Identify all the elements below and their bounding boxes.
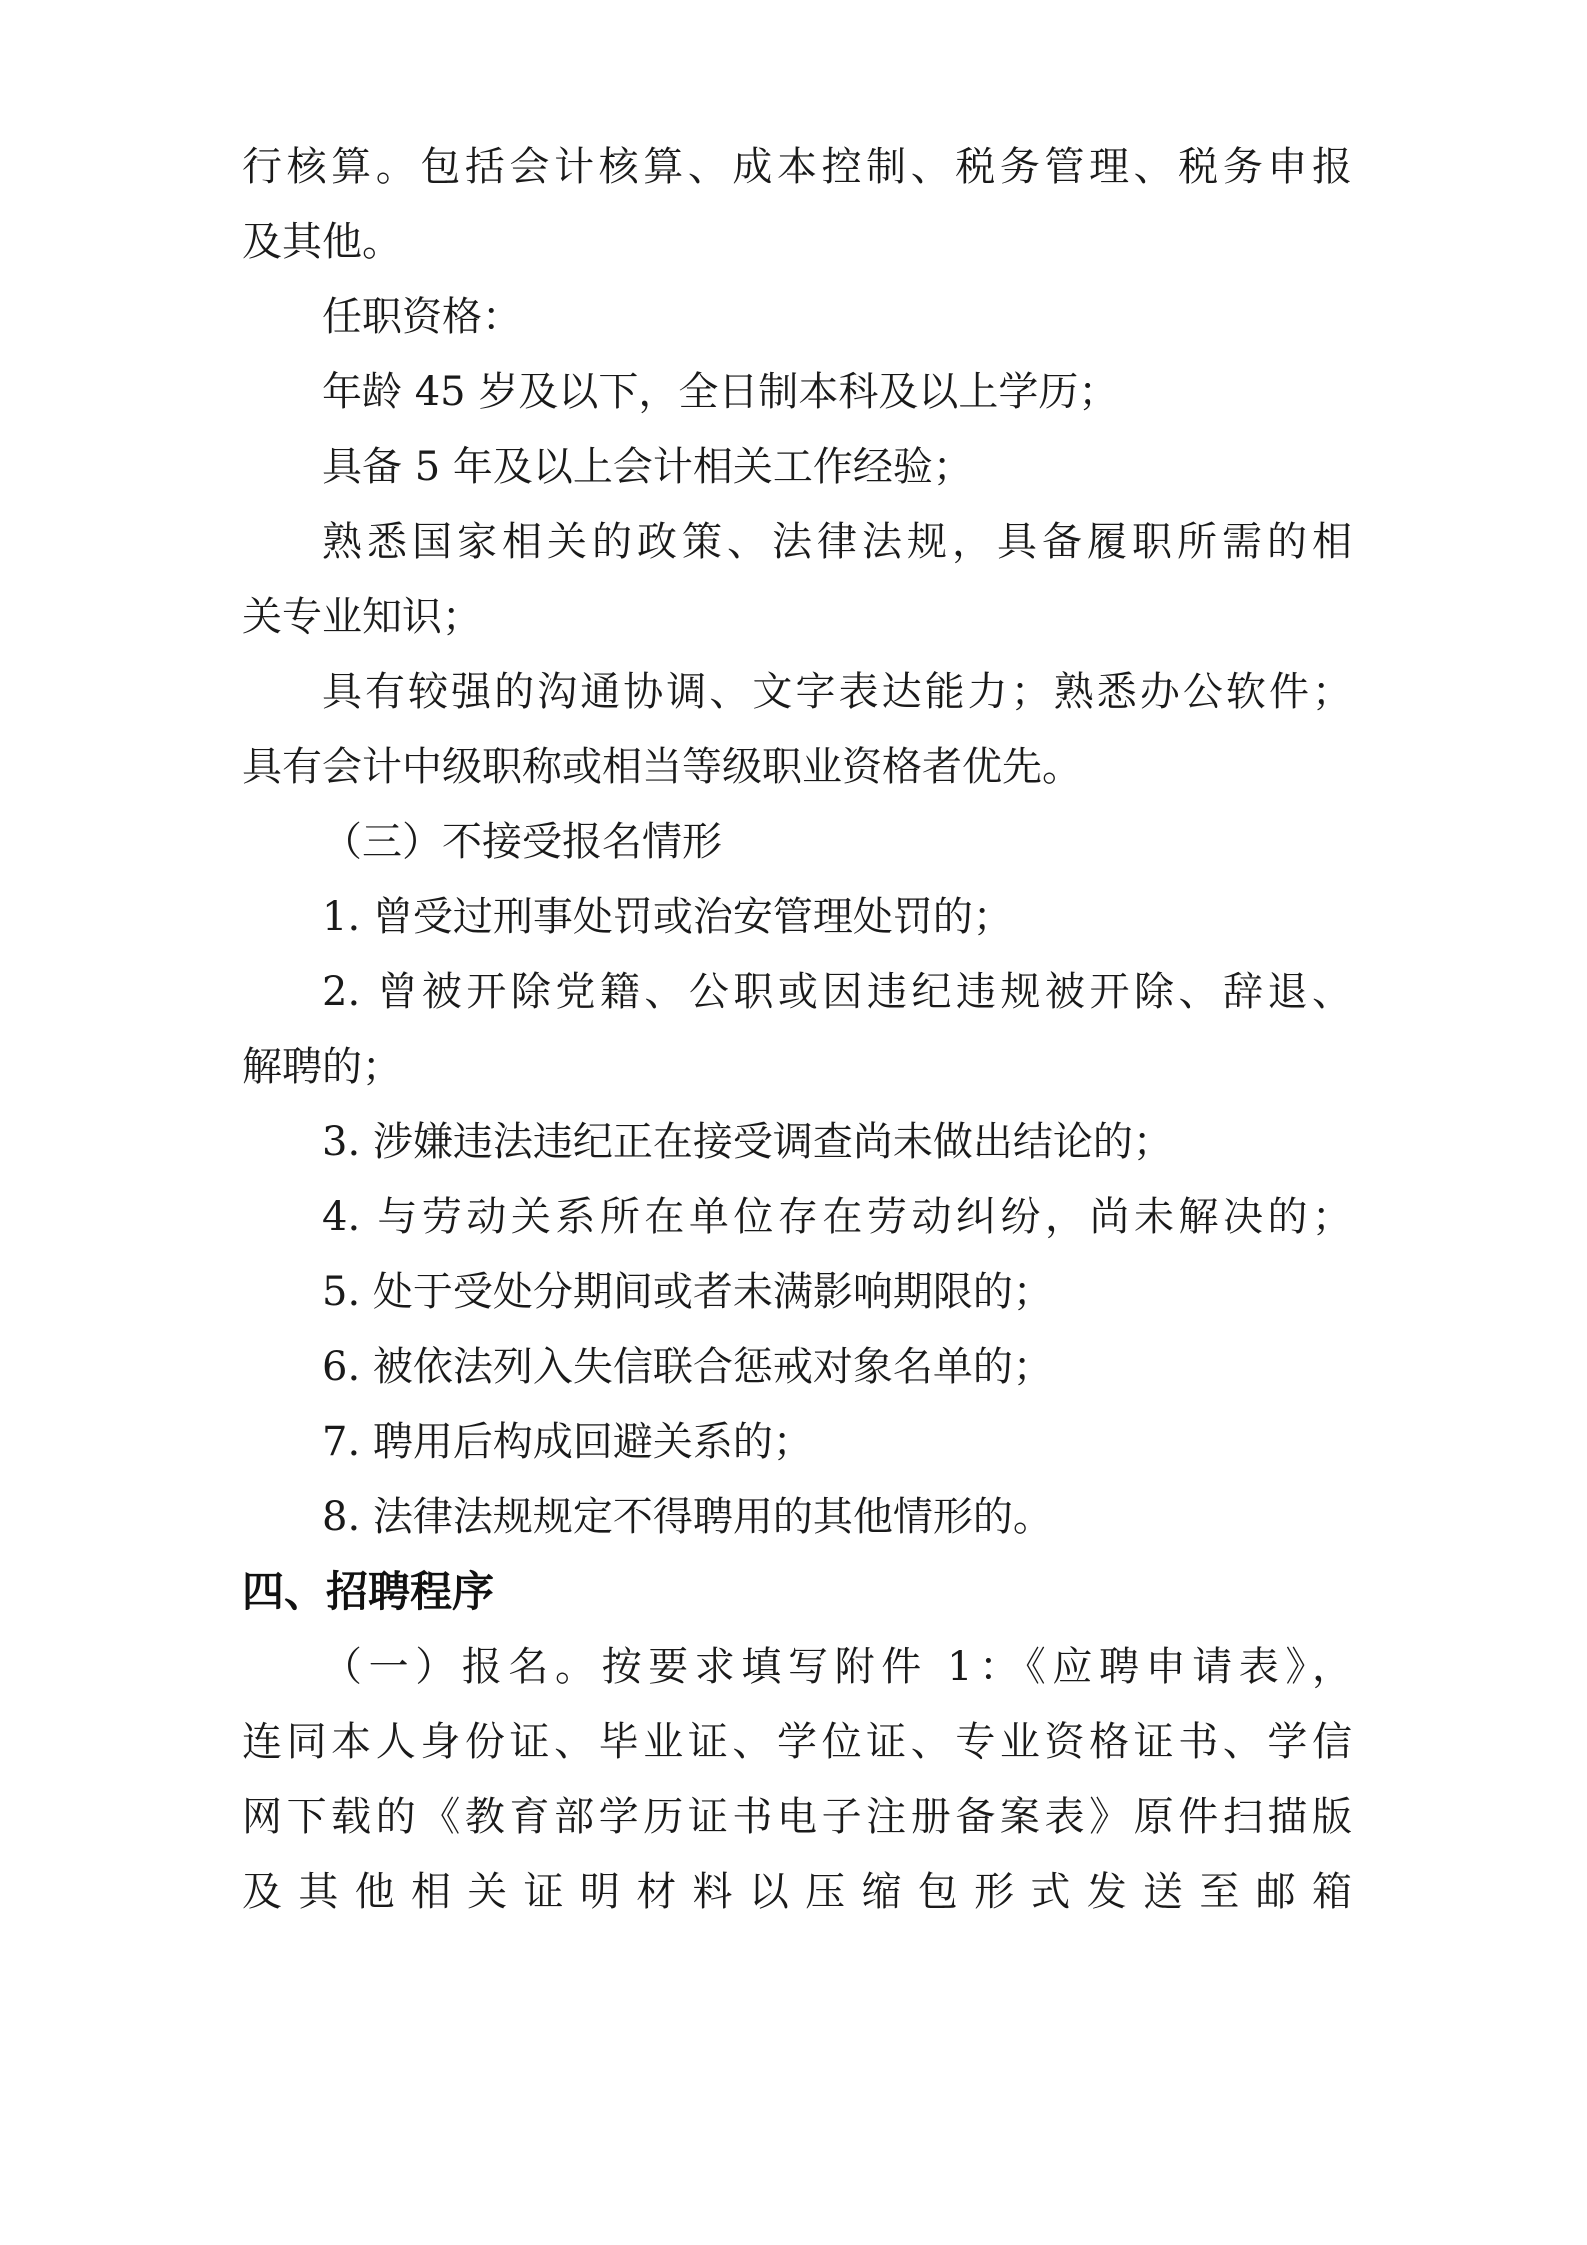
paragraph-line: 具有较强的沟通协调、文字表达能力；熟悉办公软件； <box>322 669 1352 715</box>
paragraph-line: 6. 被依法列入失信联合惩戒对象名单的； <box>322 1344 1053 1390</box>
paragraph-line: 解聘的； <box>242 1044 402 1090</box>
paragraph-line: 7. 聘用后构成回避关系的； <box>322 1419 813 1465</box>
paragraph-line: 及其他。 <box>242 219 402 265</box>
paragraph-line: 8. 法律法规规定不得聘用的其他情形的。 <box>322 1494 1053 1540</box>
paragraph-line: 1. 曾受过刑事处罚或治安管理处罚的； <box>322 894 1013 940</box>
paragraph-line: 行核算。包括会计核算、成本控制、税务管理、税务申报 <box>242 144 1352 190</box>
paragraph-line: 关专业知识； <box>242 594 482 640</box>
paragraph-line: 网下载的《教育部学历证书电子注册备案表》原件扫描版 <box>242 1794 1352 1840</box>
paragraph-line: 及其他相关证明材料以压缩包形式发送至邮箱 <box>242 1869 1352 1915</box>
subsection-heading: （三）不接受报名情形 <box>322 819 722 865</box>
paragraph-line: （一）报名。按要求填写附件 1：《应聘申请表》， <box>322 1644 1352 1690</box>
paragraph-line: 熟悉国家相关的政策、法律法规，具备履职所需的相 <box>322 519 1352 565</box>
paragraph-line: 连同本人身份证、毕业证、学位证、专业资格证书、学信 <box>242 1719 1352 1765</box>
paragraph-line: 年龄 45 岁及以下，全日制本科及以上学历； <box>322 369 1119 415</box>
paragraph-line: 3. 涉嫌违法违纪正在接受调查尚未做出结论的； <box>322 1119 1173 1165</box>
paragraph-line: 任职资格： <box>322 294 522 340</box>
paragraph-line: 具有会计中级职称或相当等级职业资格者优先。 <box>242 744 1082 790</box>
paragraph-line: 具备 5 年及以上会计相关工作经验； <box>322 444 973 490</box>
paragraph-line: 2. 曾被开除党籍、公职或因违纪违规被开除、辞退、 <box>322 969 1352 1015</box>
paragraph-line: 4. 与劳动关系所在单位存在劳动纠纷，尚未解决的； <box>322 1194 1352 1240</box>
paragraph-line: 5. 处于受处分期间或者未满影响期限的； <box>322 1269 1053 1315</box>
section-heading: 四、招聘程序 <box>242 1567 495 1616</box>
